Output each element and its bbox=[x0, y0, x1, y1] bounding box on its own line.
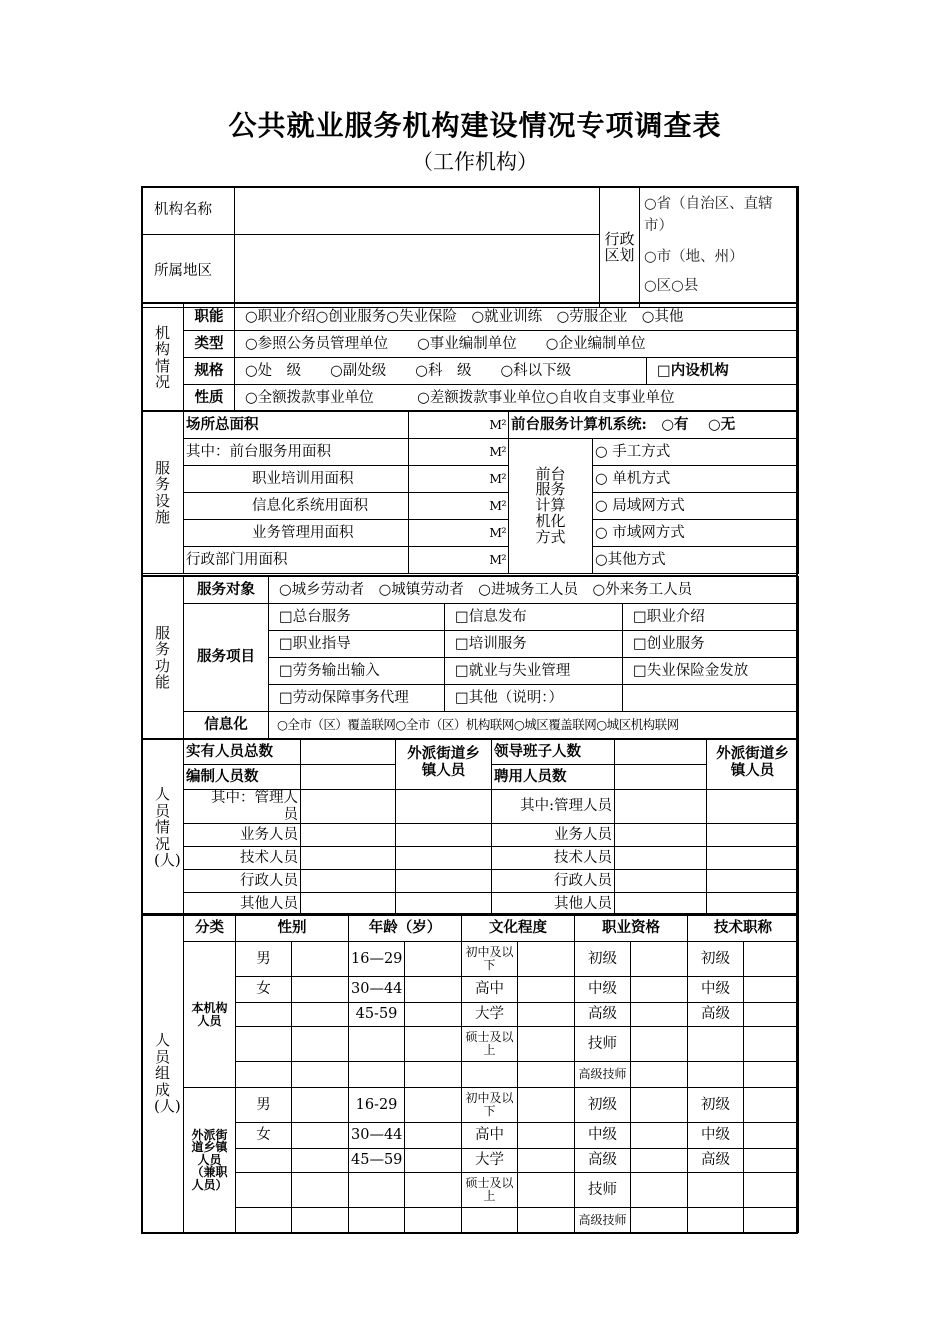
type-label: 类型 bbox=[184, 331, 235, 358]
section-composition: 人员组成(人) bbox=[142, 915, 184, 1233]
form-title: 公共就业服务机构建设情况专项调查表 bbox=[228, 109, 722, 142]
right-business-field[interactable] bbox=[615, 824, 707, 847]
g2-gender-label: 男 bbox=[236, 1088, 292, 1123]
front-area-unit[interactable]: M² bbox=[409, 439, 509, 466]
left-admin-field[interactable] bbox=[301, 870, 396, 893]
g2-gender-field[interactable] bbox=[292, 1173, 349, 1208]
g2-edu-label: 初中及以下 bbox=[462, 1088, 518, 1123]
item-unemployment-pay[interactable]: □失业保险金发放 bbox=[623, 658, 799, 685]
hdr-age: 年龄（岁） bbox=[349, 915, 462, 942]
admin-division-label: 行政区划 bbox=[600, 187, 640, 308]
g1-qual-label: 中级 bbox=[575, 977, 631, 1003]
g2-title-field[interactable] bbox=[744, 1088, 799, 1123]
g1-gender-label bbox=[236, 1062, 292, 1088]
g2-qual-label: 高级技师 bbox=[575, 1208, 631, 1233]
section-org-info: 机构情况 bbox=[142, 304, 184, 412]
left-business-field[interactable] bbox=[301, 824, 396, 847]
g1-gender-field[interactable] bbox=[292, 977, 349, 1003]
mode-other[interactable]: ○其他方式 bbox=[593, 547, 799, 574]
g2-edu-label: 大学 bbox=[462, 1149, 518, 1173]
item-agency[interactable]: □劳动保障事务代理 bbox=[269, 685, 445, 712]
g1-gender-field[interactable] bbox=[292, 1062, 349, 1088]
g1-age-field[interactable] bbox=[405, 942, 462, 977]
g2-edu-field[interactable] bbox=[518, 1173, 575, 1208]
section-divider bbox=[141, 575, 798, 577]
service-target-label: 服务对象 bbox=[184, 577, 269, 604]
left-other-label: 其他人员 bbox=[184, 893, 301, 916]
dispatched-label-right: 外派街道乡镇人员 bbox=[707, 740, 799, 790]
left-business-label: 业务人员 bbox=[184, 824, 301, 847]
right-mgmt-label: 其中:管理人员 bbox=[492, 790, 615, 824]
g2-age-field[interactable] bbox=[405, 1208, 462, 1233]
g1-qual-field[interactable] bbox=[631, 942, 688, 977]
item-career-guidance[interactable]: □职业指导 bbox=[269, 631, 445, 658]
section-facility: 服务设施 bbox=[142, 412, 184, 574]
right-other-label: 其他人员 bbox=[492, 893, 615, 916]
g1-age-field[interactable] bbox=[405, 1003, 462, 1027]
g2-edu-field[interactable] bbox=[518, 1149, 575, 1173]
g1-title-label: 高级 bbox=[688, 1003, 744, 1027]
nature-label: 性质 bbox=[184, 385, 235, 412]
hdr-title: 技术职称 bbox=[688, 915, 799, 942]
g2-qual-field[interactable] bbox=[631, 1149, 688, 1173]
g1-qual-field[interactable] bbox=[631, 977, 688, 1003]
form-subtitle: （工作机构） bbox=[412, 150, 538, 174]
leaders-field[interactable] bbox=[615, 740, 707, 765]
g1-age-label: 30—44 bbox=[349, 977, 405, 1003]
g1-age-label: 16—29 bbox=[349, 942, 405, 977]
hired-field[interactable] bbox=[615, 765, 707, 790]
g1-gender-field[interactable] bbox=[292, 942, 349, 977]
staffing-label: 编制人员数 bbox=[184, 765, 301, 790]
left-mgmt-label: 其中：管理人员 bbox=[184, 790, 301, 824]
g1-age-label bbox=[349, 1062, 405, 1088]
g1-age-field[interactable] bbox=[405, 1027, 462, 1062]
g1-edu-field[interactable] bbox=[518, 1003, 575, 1027]
right-admin-label: 行政人员 bbox=[492, 870, 615, 893]
left-admin-label: 行政人员 bbox=[184, 870, 301, 893]
info-system-area-label: 信息化系统用面积 bbox=[184, 493, 409, 520]
section-divider bbox=[141, 738, 798, 740]
g1-title-label: 中级 bbox=[688, 977, 744, 1003]
g2-gender-label bbox=[236, 1173, 292, 1208]
g1-qual-field[interactable] bbox=[631, 1062, 688, 1088]
g1-title-field[interactable] bbox=[744, 1003, 799, 1027]
g2-qual-field[interactable] bbox=[631, 1123, 688, 1149]
service-target-options[interactable]: ○城乡劳动者 ○城镇劳动者 ○进城务工人员 ○外来务工人员 bbox=[269, 577, 799, 604]
right-business-label: 业务人员 bbox=[492, 824, 615, 847]
g2-age-label: 45—59 bbox=[349, 1149, 405, 1173]
actual-total-label: 实有人员总数 bbox=[184, 740, 301, 765]
group-dispatched-staff: 外派街道乡镇人员（兼职人员） bbox=[184, 1088, 236, 1233]
g2-age-label bbox=[349, 1208, 405, 1233]
g2-edu-label: 硕士及以上 bbox=[462, 1173, 518, 1208]
g1-qual-label: 高级 bbox=[575, 1003, 631, 1027]
g1-gender-label bbox=[236, 1027, 292, 1062]
item-job-intro[interactable]: □职业介绍 bbox=[623, 604, 799, 631]
g1-title-label: 初级 bbox=[688, 942, 744, 977]
type-options[interactable]: ○参照公务员管理单位 ○事业编制单位 ○企业编制单位 bbox=[235, 331, 799, 358]
admin-option-district[interactable]: ○区○县 bbox=[644, 278, 699, 294]
computer-system-options[interactable]: 前台服务计算机系统: ○有 ○无 bbox=[509, 412, 799, 439]
g2-qual-field[interactable] bbox=[631, 1208, 688, 1233]
g1-age-field[interactable] bbox=[405, 977, 462, 1003]
section-service-function: 服务功能 bbox=[142, 577, 184, 739]
staff-table bbox=[141, 739, 799, 916]
g2-qual-label: 技师 bbox=[575, 1173, 631, 1208]
mode-man[interactable]: ○ 市域网方式 bbox=[593, 520, 799, 547]
g2-qual-label: 初级 bbox=[575, 1088, 631, 1123]
g1-edu-field[interactable] bbox=[518, 942, 575, 977]
item-labor-export[interactable]: □劳务输出输入 bbox=[269, 658, 445, 685]
g1-qual-field[interactable] bbox=[631, 1027, 688, 1062]
left-business-dispatched[interactable] bbox=[396, 824, 492, 847]
g1-edu-field[interactable] bbox=[518, 1027, 575, 1062]
g1-gender-field[interactable] bbox=[292, 1003, 349, 1027]
g2-gender-label bbox=[236, 1208, 292, 1233]
service-items-label: 服务项目 bbox=[184, 604, 269, 712]
g1-qual-label: 技师 bbox=[575, 1027, 631, 1062]
g1-edu-label bbox=[462, 1062, 518, 1088]
org-name-label: 机构名称 bbox=[142, 187, 235, 235]
actual-total-field[interactable] bbox=[301, 740, 396, 765]
left-mgmt-dispatched[interactable] bbox=[396, 790, 492, 824]
right-tech-dispatched[interactable] bbox=[707, 847, 799, 870]
right-admin-dispatched[interactable] bbox=[707, 870, 799, 893]
g2-age-label: 16-29 bbox=[349, 1088, 405, 1123]
informatization-options[interactable]: ○全市（区）覆盖联网○全市（区）机构联网○城区覆盖联网○城区机构联网 bbox=[269, 712, 799, 739]
g1-title-field[interactable] bbox=[744, 1062, 799, 1088]
g2-age-field[interactable] bbox=[405, 1088, 462, 1123]
facility-table bbox=[141, 411, 799, 574]
item-other[interactable]: □其他（说明：） bbox=[445, 685, 623, 712]
left-tech-dispatched[interactable] bbox=[396, 847, 492, 870]
training-area-unit[interactable]: M² bbox=[409, 466, 509, 493]
g2-gender-label: 女 bbox=[236, 1123, 292, 1149]
org-name-field[interactable] bbox=[235, 187, 600, 235]
g1-title-field[interactable] bbox=[744, 977, 799, 1003]
group-own-staff: 本机构人员 bbox=[184, 942, 236, 1088]
admin-option-city[interactable]: ○市（地、州） bbox=[644, 249, 744, 265]
g1-qual-label: 初级 bbox=[575, 942, 631, 977]
right-business-dispatched[interactable] bbox=[707, 824, 799, 847]
mode-manual[interactable]: ○ 手工方式 bbox=[593, 439, 799, 466]
left-mgmt-field[interactable] bbox=[301, 790, 396, 824]
g1-age-field[interactable] bbox=[405, 1062, 462, 1088]
g2-age-label bbox=[349, 1173, 405, 1208]
front-area-label: 其中：前台服务用面积 bbox=[184, 439, 409, 466]
g2-age-field[interactable] bbox=[405, 1173, 462, 1208]
g1-edu-label: 大学 bbox=[462, 1003, 518, 1027]
right-tech-label: 技术人员 bbox=[492, 847, 615, 870]
hdr-gender: 性别 bbox=[236, 915, 349, 942]
section-staff: 人员情况(人) bbox=[142, 740, 184, 916]
g1-gender-field[interactable] bbox=[292, 1027, 349, 1062]
g1-age-label: 45-59 bbox=[349, 1003, 405, 1027]
mode-lan[interactable]: ○ 局域网方式 bbox=[593, 493, 799, 520]
item-info-release[interactable]: □信息发布 bbox=[445, 604, 623, 631]
g2-age-field[interactable] bbox=[405, 1123, 462, 1149]
g1-edu-field[interactable] bbox=[518, 977, 575, 1003]
g2-title-label bbox=[688, 1173, 744, 1208]
left-tech-label: 技术人员 bbox=[184, 847, 301, 870]
item-training[interactable]: □培训服务 bbox=[445, 631, 623, 658]
g2-edu-field[interactable] bbox=[518, 1088, 575, 1123]
info-system-area-unit[interactable]: M² bbox=[409, 493, 509, 520]
level-options[interactable]: ○处 级 ○副处级 ○科 级 ○科以下级 bbox=[235, 358, 647, 385]
hdr-education: 文化程度 bbox=[462, 915, 575, 942]
section-divider bbox=[141, 913, 798, 915]
g2-qual-field[interactable] bbox=[631, 1173, 688, 1208]
g2-gender-field[interactable] bbox=[292, 1149, 349, 1173]
g1-edu-label: 高中 bbox=[462, 977, 518, 1003]
right-mgmt-dispatched[interactable] bbox=[707, 790, 799, 824]
total-area-unit[interactable]: M² bbox=[409, 412, 509, 439]
admin-area-label: 行政部门用面积 bbox=[184, 547, 409, 574]
left-tech-field[interactable] bbox=[301, 847, 396, 870]
service-function-table bbox=[141, 576, 799, 739]
left-admin-dispatched[interactable] bbox=[396, 870, 492, 893]
hired-label: 聘用人员数 bbox=[492, 765, 615, 790]
g2-edu-label: 高中 bbox=[462, 1123, 518, 1149]
composition-table bbox=[141, 914, 799, 1233]
g1-age-label bbox=[349, 1027, 405, 1062]
computer-mode-label: 前台服务计算机化方式 bbox=[509, 439, 593, 574]
item-employment-mgmt[interactable]: □就业与失业管理 bbox=[445, 658, 623, 685]
g2-gender-label bbox=[236, 1149, 292, 1173]
g2-qual-label: 高级 bbox=[575, 1149, 631, 1173]
mode-standalone[interactable]: ○ 单机方式 bbox=[593, 466, 799, 493]
g1-edu-label: 硕士及以上 bbox=[462, 1027, 518, 1062]
item-startup[interactable]: □创业服务 bbox=[623, 631, 799, 658]
function-label: 职能 bbox=[184, 304, 235, 331]
internal-org-checkbox[interactable]: □内设机构 bbox=[647, 358, 799, 385]
nature-options[interactable]: ○全额拨款事业单位 ○差额拨款事业单位○自收自支事业单位 bbox=[235, 385, 799, 412]
g1-gender-label: 男 bbox=[236, 942, 292, 977]
g2-age-field[interactable] bbox=[405, 1149, 462, 1173]
training-area-label: 职业培训用面积 bbox=[184, 466, 409, 493]
g2-age-label: 30—44 bbox=[349, 1123, 405, 1149]
g2-qual-field[interactable] bbox=[631, 1088, 688, 1123]
g2-edu-field[interactable] bbox=[518, 1208, 575, 1233]
org-info-table bbox=[141, 303, 799, 412]
hdr-category: 分类 bbox=[184, 915, 236, 942]
g1-title-label bbox=[688, 1027, 744, 1062]
g1-gender-label bbox=[236, 1003, 292, 1027]
region-field[interactable] bbox=[235, 234, 600, 307]
g2-title-field[interactable] bbox=[744, 1173, 799, 1208]
g1-title-field[interactable] bbox=[744, 1027, 799, 1062]
g2-qual-label: 中级 bbox=[575, 1123, 631, 1149]
g2-title-label: 初级 bbox=[688, 1088, 744, 1123]
item-front-desk[interactable]: □总台服务 bbox=[269, 604, 445, 631]
g2-title-field[interactable] bbox=[744, 1149, 799, 1173]
right-tech-field[interactable] bbox=[615, 847, 707, 870]
g1-qual-label: 高级技师 bbox=[575, 1062, 631, 1088]
business-area-unit[interactable]: M² bbox=[409, 520, 509, 547]
g2-title-label: 高级 bbox=[688, 1149, 744, 1173]
g1-edu-label: 初中及以下 bbox=[462, 942, 518, 977]
function-options[interactable]: ○职业介绍○创业服务○失业保险 ○就业训练 ○劳服企业 ○其他 bbox=[235, 304, 799, 331]
g2-gender-field[interactable] bbox=[292, 1208, 349, 1233]
header-table bbox=[141, 186, 799, 308]
right-mgmt-field[interactable] bbox=[615, 790, 707, 824]
g1-title-field[interactable] bbox=[744, 942, 799, 977]
g1-title-label bbox=[688, 1062, 744, 1088]
g2-title-label bbox=[688, 1208, 744, 1233]
g2-title-field[interactable] bbox=[744, 1123, 799, 1149]
g2-gender-field[interactable] bbox=[292, 1123, 349, 1149]
g2-title-field[interactable] bbox=[744, 1208, 799, 1233]
g2-edu-field[interactable] bbox=[518, 1123, 575, 1149]
g1-gender-label: 女 bbox=[236, 977, 292, 1003]
dispatched-label-left: 外派街道乡镇人员 bbox=[396, 740, 492, 790]
g1-edu-field[interactable] bbox=[518, 1062, 575, 1088]
g2-title-label: 中级 bbox=[688, 1123, 744, 1149]
hdr-qualification: 职业资格 bbox=[575, 915, 688, 942]
business-area-label: 业务管理用面积 bbox=[184, 520, 409, 547]
region-label: 所属地区 bbox=[142, 234, 235, 307]
admin-area-unit[interactable]: M² bbox=[409, 547, 509, 574]
section-divider bbox=[141, 302, 798, 304]
right-admin-field[interactable] bbox=[615, 870, 707, 893]
section-divider bbox=[141, 410, 798, 412]
admin-option-province[interactable]: ○省（自治区、直辖市） bbox=[644, 196, 773, 234]
staffing-field[interactable] bbox=[301, 765, 396, 790]
informatization-label: 信息化 bbox=[184, 712, 269, 739]
g2-gender-field[interactable] bbox=[292, 1088, 349, 1123]
g1-qual-field[interactable] bbox=[631, 1003, 688, 1027]
g2-edu-label bbox=[462, 1208, 518, 1233]
level-label: 规格 bbox=[184, 358, 235, 385]
total-area-label: 场所总面积 bbox=[184, 412, 409, 439]
item-empty bbox=[623, 685, 799, 712]
leaders-label: 领导班子人数 bbox=[492, 740, 615, 765]
